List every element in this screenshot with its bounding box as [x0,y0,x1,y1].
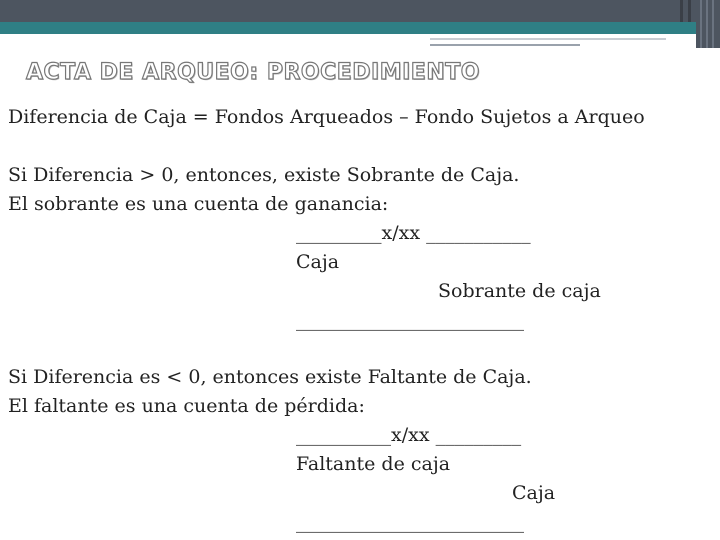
top-bar-stripe [680,0,683,22]
top-bar-stripe [688,0,691,22]
slide-title: ACTA DE ARQUEO: PROCEDIMIENTO [26,60,480,85]
faltante-condition: Si Diferencia es < 0, entonces existe Faltante de Caja. [8,366,532,388]
sobrante-condition: Si Diferencia > 0, entonces, existe Sobrante de Caja. [8,164,520,186]
faltante-credit-account: Caja [512,482,556,504]
faltante-closing-line: ________________________ [296,511,524,533]
decor-line [430,44,580,46]
top-bar [0,0,720,22]
formula-text: Diferencia de Caja = Fondos Arqueados – Fondo Sujetos a Arqueo [8,106,645,128]
faltante-entry-header: __________x/xx _________ [296,424,522,446]
sobrante-debit-account: Caja [296,251,340,273]
sobrante-credit-account: Sobrante de caja [438,280,601,302]
sobrante-entry-header: _________x/xx ___________ [296,222,531,244]
faltante-note: El faltante es una cuenta de pérdida: [8,395,365,417]
decor-line [430,38,666,40]
right-decoration [696,0,720,48]
sobrante-note: El sobrante es una cuenta de ganancia: [8,193,389,215]
faltante-debit-account: Faltante de caja [296,453,451,475]
accent-band [0,22,720,34]
sobrante-closing-line: ________________________ [296,309,524,331]
